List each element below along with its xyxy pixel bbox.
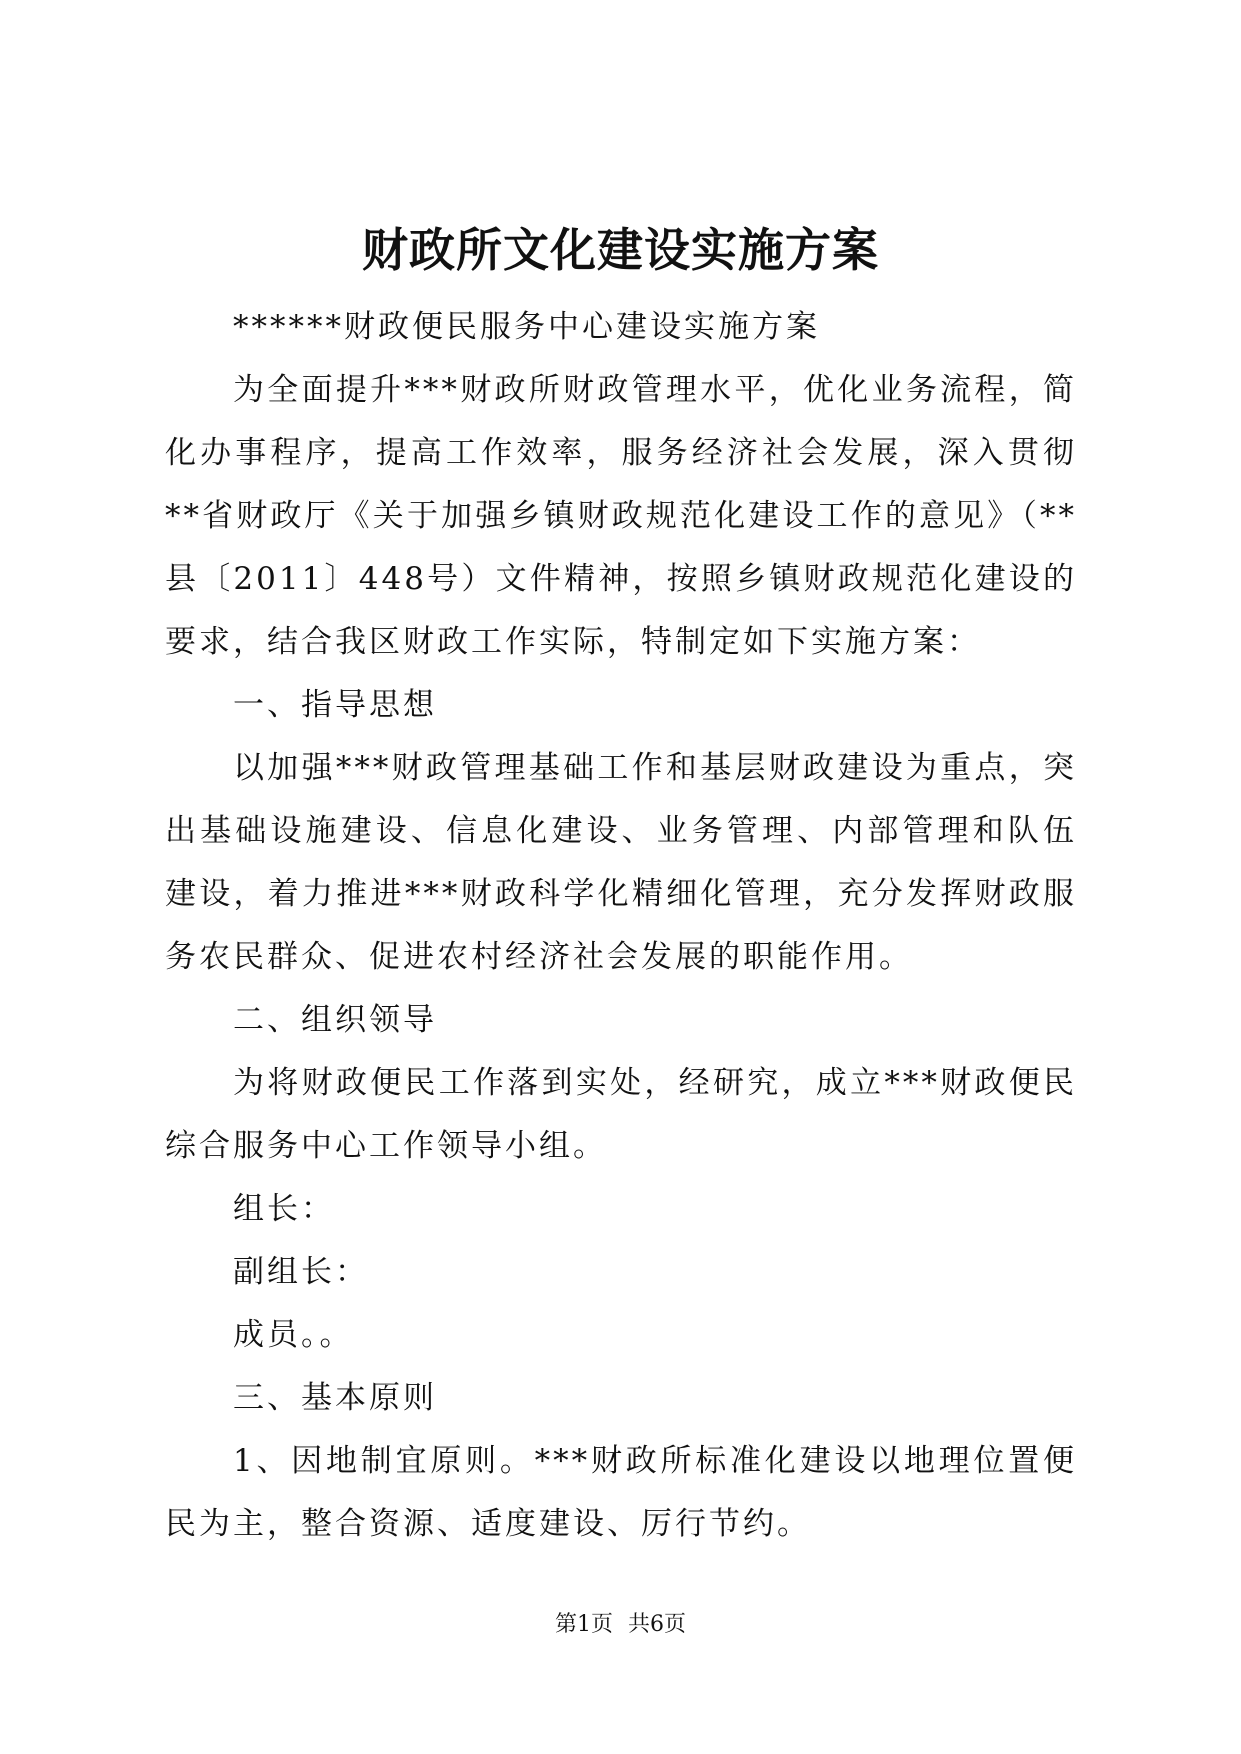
section-heading-1: 一、指导思想 — [233, 687, 437, 723]
section-heading-2: 二、组织领导 — [233, 1002, 437, 1038]
deputy-leader-line: 副组长： — [233, 1254, 369, 1290]
section-heading-3: 三、基本原则 — [233, 1380, 437, 1416]
page-footer — [0, 1610, 1241, 1640]
principle-1-paragraph: 1、因地制宜原则。***财政所标准化建设以地理位置便民为主，整合资源、适度建设、厉行节约。 — [165, 1443, 1077, 1542]
subtitle-paragraph: ******财政便民服务中心建设实施方案 — [233, 309, 820, 345]
document-body — [165, 296, 1077, 1556]
section-2-paragraph: 为将财政便民工作落到实处，经研究，成立***财政便民综合服务中心工作领导小组。 — [165, 1065, 1077, 1164]
leader-line: 组长： — [233, 1191, 335, 1227]
members-line: 成员。。 — [233, 1317, 354, 1353]
page-total: 共6页 — [628, 1612, 686, 1637]
page-number: 第1页 — [555, 1612, 613, 1637]
document-title: 财政所文化建设实施方案 — [362, 223, 879, 277]
section-1-paragraph: 以加强***财政管理基础工作和基层财政建设为重点，突出基础设施建设、信息化建设、业务管理、内部管理和队伍建设，着力推进***财政科学化精细化管理，充分发挥财政服务农民群众、促进农村经济社会发展的职能作用。 — [165, 750, 1077, 975]
intro-paragraph: 为全面提升***财政所财政管理水平，优化业务流程，简化办事程序，提高工作效率，服务经济社会发展，深入贯彻**省财政厅《关于加强乡镇财政规范化建设工作的意见》（**县〔2011〕448号）文件精神，按照乡镇财政规范化建设的要求，结合我区财政工作实际，特制定如下实施方案： — [165, 372, 1077, 660]
